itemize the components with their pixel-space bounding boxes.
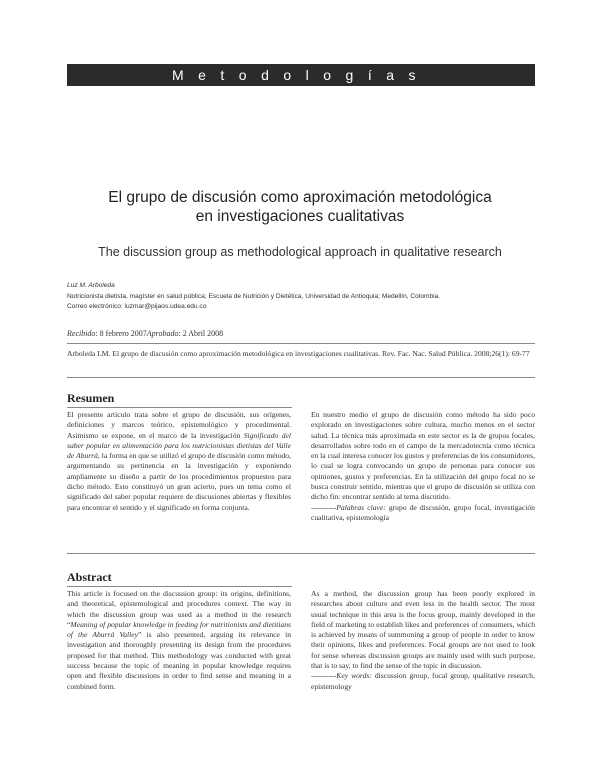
dates-line bbox=[67, 329, 223, 338]
divider bbox=[67, 377, 535, 378]
author-affiliation: Nutricionista dietista, magíster en salud pública; Escuela de Nutrición y Dietética, Universidad de Antioquia; Medellín, Colombia. bbox=[67, 292, 441, 300]
received-label: Recibido bbox=[67, 329, 96, 338]
abstract-heading: Abstract bbox=[67, 570, 112, 584]
abstract-keywords bbox=[311, 671, 535, 692]
section-banner bbox=[67, 64, 535, 86]
resumen-left-column bbox=[67, 410, 291, 513]
resumen-heading-rule bbox=[67, 407, 292, 408]
article-title bbox=[40, 188, 560, 226]
citation: Arboleda LM. El grupo de discusión como aproximación metodológica en investigaciones cualitativas. Rev. Fac. Nac. Salud Pública. 2008;26(1): 69-77 bbox=[67, 349, 530, 358]
abstract-right-column bbox=[311, 589, 535, 692]
received-date: : 8 febrero 2007 bbox=[95, 329, 147, 338]
divider bbox=[67, 343, 535, 344]
author-email-line bbox=[67, 302, 537, 313]
article-title-line-1: El grupo de discusión como aproximación metodológica bbox=[108, 189, 492, 206]
section-banner-label: Metodologías bbox=[171, 67, 431, 83]
abstract-heading-rule bbox=[67, 586, 292, 587]
abstract-research-title: Meaning of popular knowledge in feeding for nutritionists and dietitians of the Aburrá Valley bbox=[67, 619, 291, 640]
keywords-value: discussion group, focal group, qualitative research, epistemology bbox=[311, 671, 535, 691]
article-subtitle-english: The discussion group as methodological approach in qualitative research bbox=[98, 245, 502, 259]
article-title-line-2: en investigaciones cualitativas bbox=[195, 208, 405, 225]
resumen-keywords bbox=[311, 503, 535, 524]
resumen-paragraph: En nuestro medio el grupo de discusión como método ha sido poco explorado en investigaciones sobre cultura, mucho menos en el sector salud. La técnica más aproximada en este sector es la de grupos focales, desarrollados sobre todo en el campo de la mercadotecnia como técnica en la cual interesa conocer los gustos y preferencias de los consumidores, lo cual se logra convocando un grupo de personas para conocer sus opiniones, gustos y preferencias. En la utilización del grupo focal no se busca construir sentido, mientras que el grupo de discusión se utiliza con dicho fin: encontrar sentido al tema discutido. bbox=[311, 410, 535, 502]
abstract-left-column bbox=[67, 589, 291, 692]
keywords-label: ----------Palabras clave: bbox=[311, 502, 386, 512]
approved-label: Aprobado bbox=[146, 329, 179, 338]
author-email-label: Correo electrónico: bbox=[67, 303, 125, 310]
resumen-research-title: Significado del saber popular en alimentación para los nutricionistas dietistas del Valle de Aburrá bbox=[67, 430, 291, 461]
abstract-paragraph: This article is focused on the discussion group: its origins, definitions, and theoretical, epistemological and procedures context. The way in which the discussion group was used as a method in the research “Meaning of popular knowledge in feeding for nutritionists and dietitians of the Aburrá Valley” is also presented, arguing its relevance in investigation and thoroughly presenting its design from the procedures proposed for that method. This methodology was conducted with great success because the topic of meaning in popular knowledge requires open and flexible discussions in order to find sense and meaning in a combined form. bbox=[67, 589, 291, 691]
resumen-right-column bbox=[311, 410, 535, 523]
abstract-paragraph: As a method, the discussion group has been poorly explored in researches about culture and even less in the health sector. The most usual technique in this area is the focus group, mainly developed in the field of marketing to establish likes and preferences of consumers, which is achieved by means of summoning a group of people in order to know their opinions, likes and preferences. Focal groups are not used to look for sense whereas discussion groups are mainly used with such purpose, that is to say, to find the sense of the topic in discussion. bbox=[311, 589, 535, 671]
approved-date: : 2 Abril 2008 bbox=[178, 329, 224, 338]
divider bbox=[67, 553, 535, 554]
author-email[interactable]: luzmar@pijaos.udea.edu.co bbox=[124, 303, 207, 310]
resumen-paragraph: El presente artículo trata sobre el grupo de discusión, sus orígenes, definiciones y marcos teórico, epistemológico y procedimental. Asimismo se expone, en el marco de la investigación Significado del saber popular en alimentación para los nutricionistas dietistas del Valle de Aburrá, la forma en que se utilizó el grupo de discusión como método, argumentando su pertinencia en la investigación y exponiendo ampliamente su diseño a partir de los procedimientos propuestos para dicho método. Esto constituyó un gran acierto, pues un tema como el significado del saber popular requiere de discusiones abiertas y flexibles para encontrar el sentido y el significado en forma conjunta. bbox=[67, 410, 291, 512]
author-block bbox=[67, 281, 537, 313]
keywords-label: ----------Key words: bbox=[311, 671, 372, 681]
keywords-value: grupo de discusión, grupo focal, investigación cualitativa, epistemología bbox=[311, 502, 535, 522]
author-name: Luz M. Arboleda bbox=[67, 282, 115, 289]
resumen-heading: Resumen bbox=[67, 391, 115, 405]
